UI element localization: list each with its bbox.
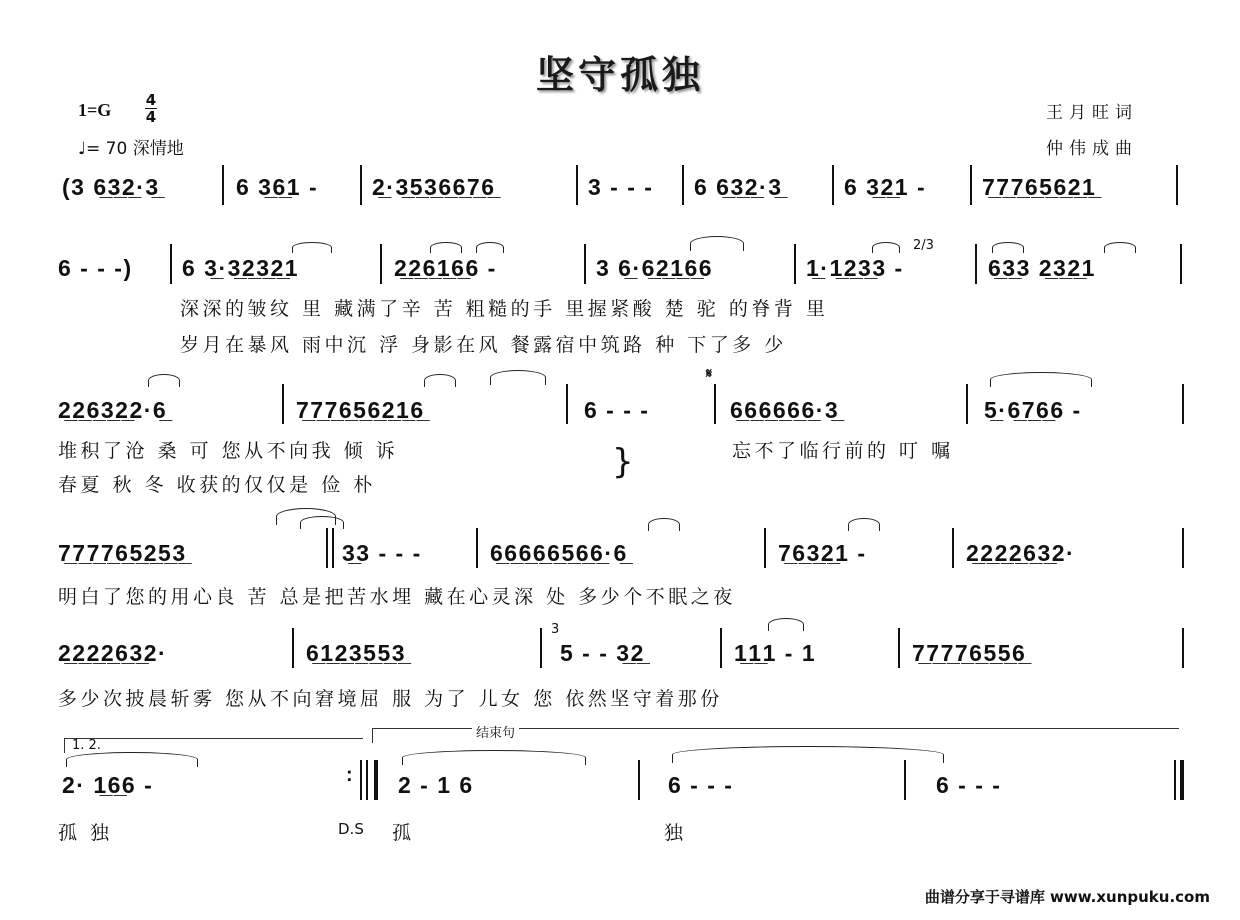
barline — [476, 528, 478, 568]
measure: 1̲1̲1 - 1 — [734, 640, 817, 666]
key-signature: 1=G — [78, 100, 112, 120]
barline — [1174, 760, 1176, 800]
measure: 2· 1̲6̲6 - — [62, 772, 154, 798]
barline — [332, 528, 334, 568]
measure: (3 6̲3̲2̲·3̲ — [62, 174, 160, 200]
slur — [148, 374, 180, 387]
slur — [1104, 242, 1136, 253]
measure: 7̲7̲7̲7̲6̲5̲2̲5̲3̲ — [58, 540, 187, 566]
grace-note: 2/3 — [913, 238, 934, 253]
measure: 6 - - - — [936, 772, 1002, 798]
measure: 6 3̲·3̲2̲3̲2̲1 — [182, 255, 300, 281]
tempo-marking: ♩= 70 深情地 — [78, 139, 184, 159]
measure: 6̲3̲3 2̲3̲2̲1 — [988, 255, 1096, 281]
measure: 6 - - -) — [58, 255, 133, 281]
repeat-barline — [366, 760, 378, 800]
volta-label: 1. 2. — [72, 738, 101, 753]
measure: 5 - - 3̲2̲ — [560, 640, 645, 666]
slur — [300, 516, 344, 529]
measure: 3 6̲·6̲2̲1̲6̲6 — [596, 255, 714, 281]
measure: 2̲·3̲5̲3̲6̲6̲7̲6̲ — [372, 174, 496, 200]
time-signature — [143, 92, 159, 125]
slur — [430, 242, 462, 253]
lyrics-verse-1: 明白了您的用心良 苦 总是把苦水埋 藏在心灵深 处 多少个不眠之夜 — [58, 586, 736, 608]
lyrics-verse-1: 多少次披晨斩雾 您从不向窘境屈 服 为了 儿女 您 依然坚守着那份 — [58, 688, 723, 710]
measure: 6̲1̲2̲3̲5̲5̲3̲ — [306, 640, 407, 666]
verse-bracket: } — [612, 442, 634, 482]
slur — [992, 242, 1024, 253]
measure: 3̲3 - - - — [342, 540, 422, 566]
barline — [898, 628, 900, 668]
measure: 1̲·1̲2̲3̲3 - — [806, 255, 904, 281]
barline — [282, 384, 284, 424]
barline — [360, 760, 362, 800]
barline — [952, 528, 954, 568]
barline — [1182, 528, 1184, 568]
barline — [566, 384, 568, 424]
measure: 2 - 1 6 — [398, 772, 474, 798]
lyrics-verse-2: 岁月在暴风 雨中沉 浮 身影在风 餐露宿中筑路 种 下了多 少 — [180, 334, 787, 356]
measure: 7̲6̲3̲2̲1 - — [778, 540, 867, 566]
slur — [490, 370, 546, 385]
slur — [424, 374, 456, 387]
barline — [576, 165, 578, 205]
barline — [326, 528, 328, 568]
slur — [66, 752, 198, 767]
lyrics-refrain-start: 忘不了临行前的 叮 嘱 — [732, 440, 954, 462]
barline — [1180, 244, 1182, 284]
barline — [584, 244, 586, 284]
dal-segno-marker: D.S — [338, 820, 364, 838]
lyricist-credit: 王月旺词 — [1046, 103, 1138, 123]
lyrics-ending: 孤 — [392, 822, 415, 844]
measure: 2̲2̲2̲2̲6̲3̲2· — [966, 540, 1076, 566]
barline — [360, 165, 362, 205]
measure: 6̲6̲6̲6̲6̲5̲6̲6̲·6̲ — [490, 540, 628, 566]
barline — [904, 760, 906, 800]
barline — [638, 760, 640, 800]
composer-credit: 仲伟成曲 — [1046, 139, 1138, 159]
song-title: 坚守孤独 — [535, 52, 704, 97]
slur — [292, 242, 332, 253]
lyrics-verse-2: 春夏 秋 冬 收获的仅仅是 俭 朴 — [58, 474, 376, 496]
measure: 6 3̲6̲1 - — [236, 174, 319, 200]
barline — [966, 384, 968, 424]
barline — [1182, 384, 1184, 424]
barline — [682, 165, 684, 205]
measure: 6 3̲2̲1 - — [844, 174, 927, 200]
barline — [380, 244, 382, 284]
measure: 7̲7̲7̲6̲5̲6̲2̲1̲ — [982, 174, 1097, 200]
lyrics-ending-end: 独 — [664, 822, 687, 844]
measure: 7̲7̲7̲6̲5̲6̲2̲1̲6̲ — [296, 397, 425, 423]
slur — [990, 372, 1092, 387]
barline — [970, 165, 972, 205]
lyrics-verse-1: 深深的皱纹 里 藏满了辛 苦 粗糙的手 里握紧酸 楚 驼 的脊背 里 — [180, 298, 829, 320]
measure: 2̲2̲2̲2̲6̲3̲2· — [58, 640, 168, 666]
slur — [848, 518, 880, 531]
barline — [540, 628, 542, 668]
slur — [476, 242, 504, 253]
barline — [832, 165, 834, 205]
slur — [648, 518, 680, 531]
time-sig-bottom: 4 — [145, 108, 157, 126]
barline — [714, 384, 716, 424]
barline — [1176, 165, 1178, 205]
measure: 6 6̲3̲2̲·3̲ — [694, 174, 783, 200]
measure: 6̲6̲6̲6̲6̲6̲·3̲ — [730, 397, 840, 423]
measure: 3 - - - — [588, 174, 654, 200]
repeat-dots: : — [346, 764, 355, 786]
source-footer: 曲谱分享于寻谱库 www.xunpuku.com — [924, 888, 1210, 906]
barline — [764, 528, 766, 568]
time-sig-top: 4 — [145, 91, 157, 109]
ending-label: 结束句 — [472, 722, 519, 741]
barline — [794, 244, 796, 284]
slur — [690, 236, 744, 251]
final-barline — [1180, 760, 1184, 800]
measure: 7̲7̲7̲7̲6̲5̲5̲6̲ — [912, 640, 1027, 666]
barline — [720, 628, 722, 668]
volta-bracket — [64, 738, 363, 753]
barline — [222, 165, 224, 205]
lyrics-verse-1: 堆积了沧 桑 可 您从不向我 倾 诉 — [58, 440, 399, 462]
grace-note: 3 — [551, 622, 560, 637]
measure: 6 - - - — [584, 397, 650, 423]
lyrics-verse-1: 孤 独 — [58, 822, 113, 844]
barline — [975, 244, 977, 284]
measure: 2̲2̲6̲3̲2̲2·6̲ — [58, 397, 168, 423]
barline — [170, 244, 172, 284]
slur — [402, 750, 586, 765]
barline — [1182, 628, 1184, 668]
slur — [872, 242, 900, 253]
slur — [768, 618, 804, 631]
segno-sign: 𝄋 — [706, 366, 713, 382]
measure: 5̲·6̲7̲6̲6 - — [984, 397, 1082, 423]
barline — [292, 628, 294, 668]
measure: 2̲2̲6̲1̲6̲6 - — [394, 255, 497, 281]
measure: 6 - - - — [668, 772, 734, 798]
